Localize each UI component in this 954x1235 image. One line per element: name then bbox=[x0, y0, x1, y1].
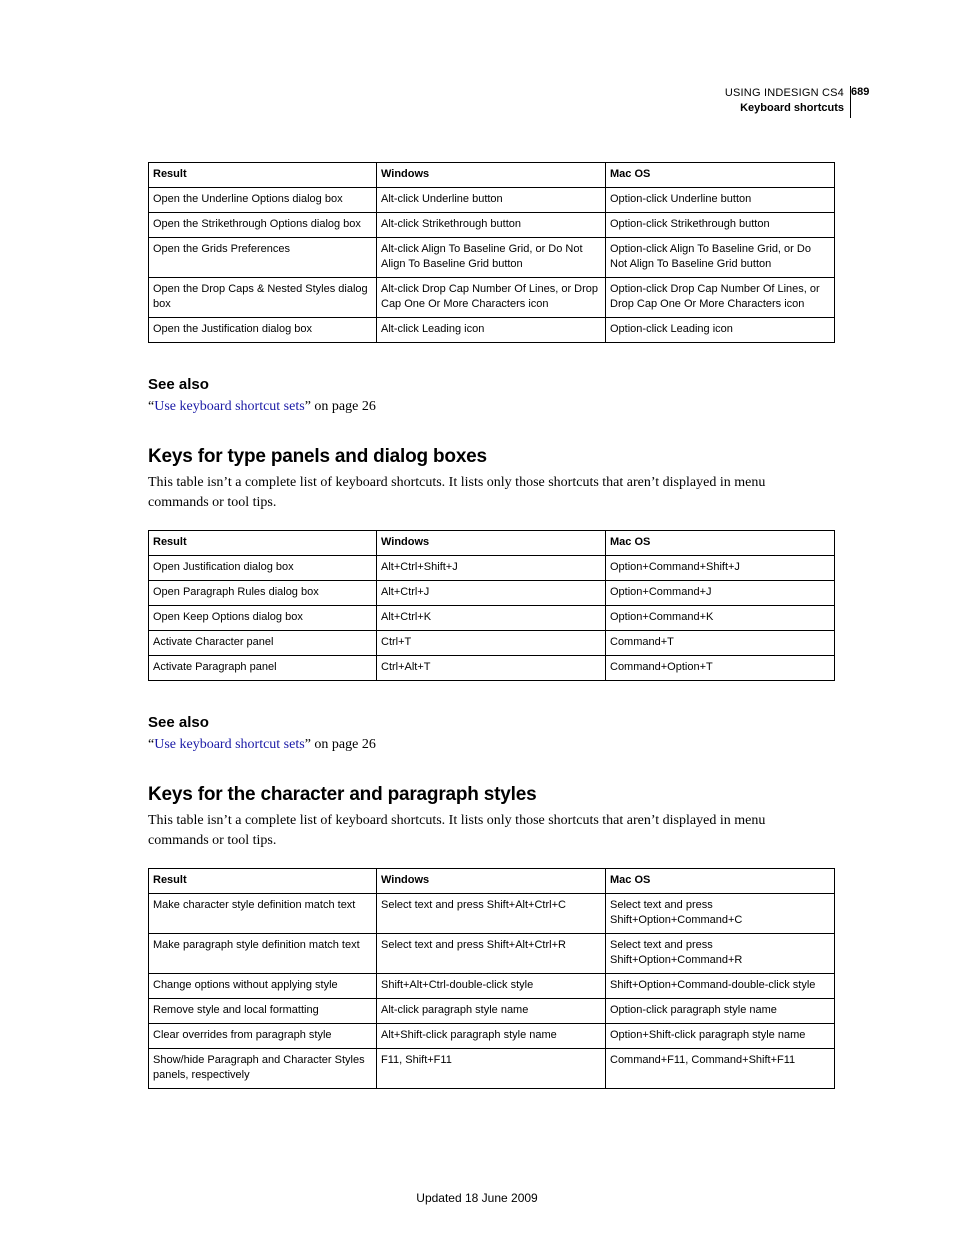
table-cell: F11, Shift+F11 bbox=[377, 1049, 606, 1089]
table-row bbox=[149, 894, 835, 934]
table-cell: Alt-click Align To Baseline Grid, or Do Not Align To Baseline Grid button bbox=[377, 238, 606, 278]
column-header: Mac OS bbox=[606, 531, 835, 556]
table-header-row bbox=[149, 163, 835, 188]
table-cell: Option-click Drop Cap Number Of Lines, or Drop Cap One Or More Characters icon bbox=[606, 278, 835, 318]
see-also-reference bbox=[148, 399, 376, 415]
table-cell: Open the Underline Options dialog box bbox=[149, 188, 377, 213]
table-cell: Alt-click Strikethrough button bbox=[377, 213, 606, 238]
table-cell: Clear overrides from paragraph style bbox=[149, 1024, 377, 1049]
table-cell: Open the Strikethrough Options dialog box bbox=[149, 213, 377, 238]
table-row bbox=[149, 656, 835, 681]
table-header-row bbox=[149, 869, 835, 894]
table-row bbox=[149, 581, 835, 606]
table-cell: Open Justification dialog box bbox=[149, 556, 377, 581]
table-cell: Option-click Leading icon bbox=[606, 318, 835, 343]
table-cell: Select text and press Shift+Option+Command+R bbox=[606, 934, 835, 974]
see-also-reference bbox=[148, 737, 376, 753]
table-cell: Make character style definition match text bbox=[149, 894, 377, 934]
column-header: Mac OS bbox=[606, 869, 835, 894]
column-header: Result bbox=[149, 869, 377, 894]
table-cell: Alt+Shift-click paragraph style name bbox=[377, 1024, 606, 1049]
table-cell: Option-click paragraph style name bbox=[606, 999, 835, 1024]
table-cell: Alt-click Leading icon bbox=[377, 318, 606, 343]
table-cell: Select text and press Shift+Alt+Ctrl+R bbox=[377, 934, 606, 974]
table-cell: Command+T bbox=[606, 631, 835, 656]
table-cell: Option+Command+Shift+J bbox=[606, 556, 835, 581]
shortcut-table-1 bbox=[148, 162, 835, 343]
table-cell: Alt-click paragraph style name bbox=[377, 999, 606, 1024]
keyboard-shortcut-sets-link[interactable]: Use keyboard shortcut sets bbox=[154, 399, 305, 414]
section-title: Keyboard shortcuts bbox=[740, 102, 844, 114]
table-row bbox=[149, 238, 835, 278]
table-cell: Alt-click Drop Cap Number Of Lines, or Drop Cap One Or More Characters icon bbox=[377, 278, 606, 318]
section-heading-styles: Keys for the character and paragraph styles bbox=[148, 784, 537, 805]
see-also-heading: See also bbox=[148, 376, 209, 393]
section-intro-type-panels: This table isn’t a complete list of keyboard shortcuts. It lists only those shortcuts that aren’t displayed in menu commands or tool tips. bbox=[148, 475, 766, 510]
table-cell: Show/hide Paragraph and Character Styles panels, respectively bbox=[149, 1049, 377, 1089]
table-cell: Option+Shift-click paragraph style name bbox=[606, 1024, 835, 1049]
table-row bbox=[149, 934, 835, 974]
table-cell: Option+Command+J bbox=[606, 581, 835, 606]
table-cell: Option+Command+K bbox=[606, 606, 835, 631]
column-header: Windows bbox=[377, 163, 606, 188]
keyboard-shortcut-sets-link[interactable]: Use keyboard shortcut sets bbox=[154, 737, 305, 752]
column-header: Result bbox=[149, 163, 377, 188]
page-footer: Updated 18 June 2009 bbox=[416, 1191, 538, 1205]
table-cell: Shift+Alt+Ctrl-double-click style bbox=[377, 974, 606, 999]
table-header-row bbox=[149, 531, 835, 556]
table-cell: Open Keep Options dialog box bbox=[149, 606, 377, 631]
table-cell: Select text and press Shift+Option+Command+C bbox=[606, 894, 835, 934]
table-cell: Alt+Ctrl+Shift+J bbox=[377, 556, 606, 581]
table-row bbox=[149, 974, 835, 999]
table-cell: Command+F11, Command+Shift+F11 bbox=[606, 1049, 835, 1089]
table-cell: Alt+Ctrl+K bbox=[377, 606, 606, 631]
table-cell: Change options without applying style bbox=[149, 974, 377, 999]
open-quote: “ bbox=[148, 737, 155, 752]
table-row bbox=[149, 1024, 835, 1049]
column-header: Mac OS bbox=[606, 163, 835, 188]
table-row bbox=[149, 606, 835, 631]
table-cell: Command+Option+T bbox=[606, 656, 835, 681]
table-cell: Open the Justification dialog box bbox=[149, 318, 377, 343]
shortcut-table-2 bbox=[148, 530, 835, 681]
shortcut-table-3 bbox=[148, 868, 835, 1089]
table-cell: Select text and press Shift+Alt+Ctrl+C bbox=[377, 894, 606, 934]
table-cell: Option-click Underline button bbox=[606, 188, 835, 213]
table-cell: Alt-click Underline button bbox=[377, 188, 606, 213]
table-cell: Make paragraph style definition match text bbox=[149, 934, 377, 974]
table-row bbox=[149, 999, 835, 1024]
table-cell: Alt+Ctrl+J bbox=[377, 581, 606, 606]
table-row bbox=[149, 318, 835, 343]
table-cell: Ctrl+T bbox=[377, 631, 606, 656]
section-intro-styles: This table isn’t a complete list of keyboard shortcuts. It lists only those shortcuts that aren’t displayed in menu commands or tool tips. bbox=[148, 813, 766, 848]
see-also-heading: See also bbox=[148, 714, 209, 731]
table-cell: Activate Paragraph panel bbox=[149, 656, 377, 681]
table-row bbox=[149, 631, 835, 656]
table-cell: Open Paragraph Rules dialog box bbox=[149, 581, 377, 606]
column-header: Result bbox=[149, 531, 377, 556]
column-header: Windows bbox=[377, 869, 606, 894]
table-row bbox=[149, 556, 835, 581]
table-cell: Activate Character panel bbox=[149, 631, 377, 656]
table-cell: Remove style and local formatting bbox=[149, 999, 377, 1024]
page-ref: ” on page 26 bbox=[304, 737, 376, 752]
table-cell: Option-click Strikethrough button bbox=[606, 213, 835, 238]
table-row bbox=[149, 278, 835, 318]
table-row bbox=[149, 213, 835, 238]
table-row bbox=[149, 1049, 835, 1089]
section-heading-type-panels: Keys for type panels and dialog boxes bbox=[148, 446, 487, 467]
open-quote: “ bbox=[148, 399, 155, 414]
table-cell: Shift+Option+Command-double-click style bbox=[606, 974, 835, 999]
page-ref: ” on page 26 bbox=[304, 399, 376, 414]
page-number: 689 bbox=[851, 86, 870, 98]
table-cell: Ctrl+Alt+T bbox=[377, 656, 606, 681]
table-cell: Option-click Align To Baseline Grid, or Do Not Align To Baseline Grid button bbox=[606, 238, 835, 278]
column-header: Windows bbox=[377, 531, 606, 556]
table-cell: Open the Drop Caps & Nested Styles dialog box bbox=[149, 278, 377, 318]
running-header bbox=[725, 86, 844, 116]
table-cell: Open the Grids Preferences bbox=[149, 238, 377, 278]
table-row bbox=[149, 188, 835, 213]
doc-title: USING INDESIGN CS4 bbox=[724, 87, 844, 99]
